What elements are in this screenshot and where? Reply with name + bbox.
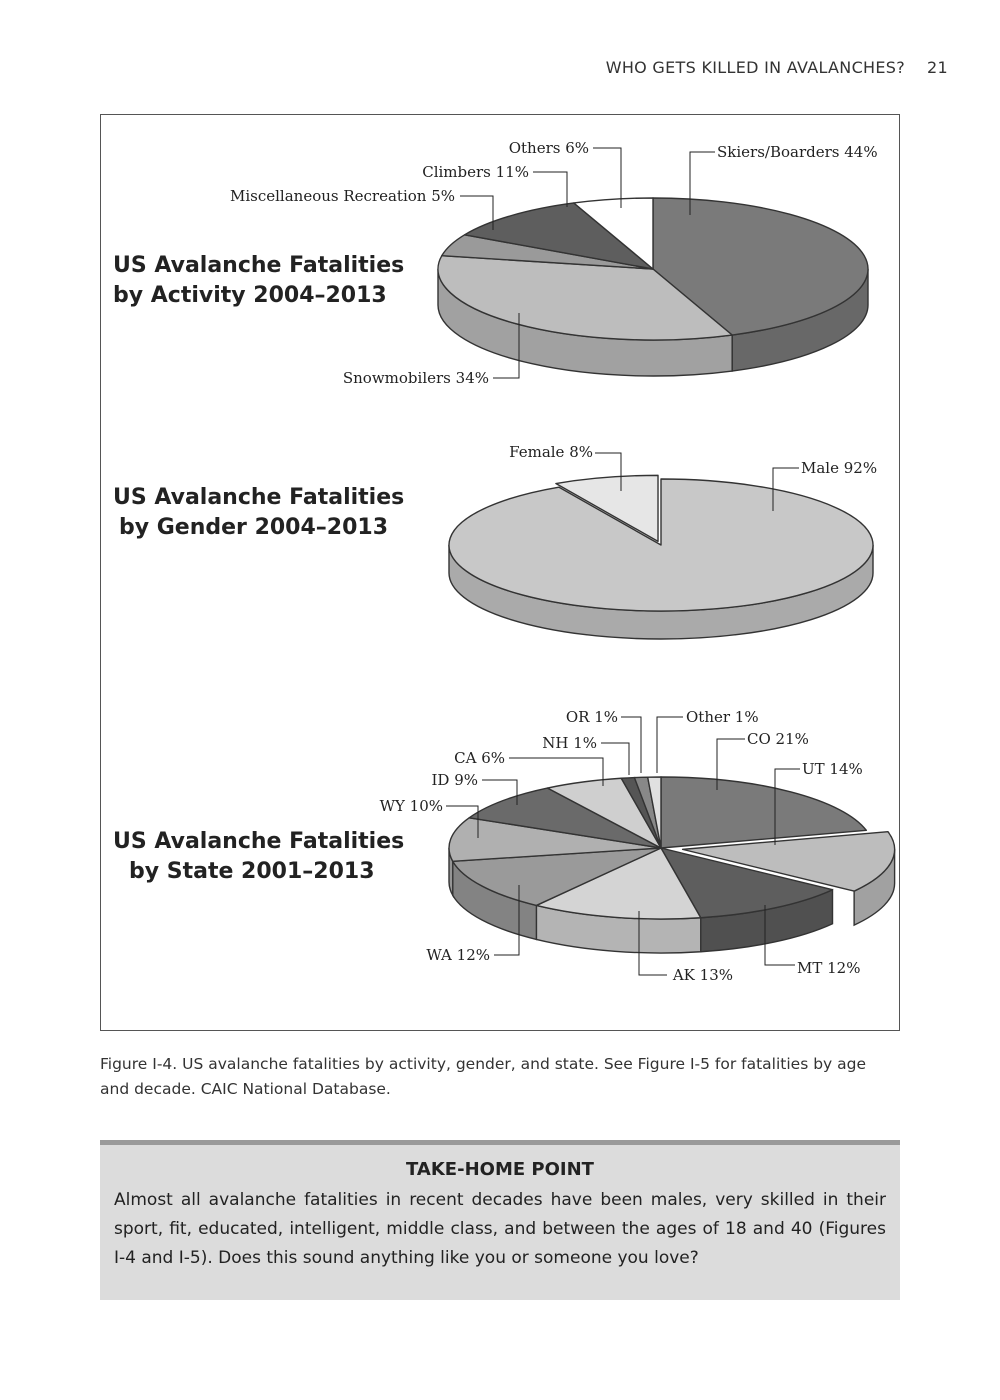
slice-label-0-2: Miscellaneous Recreation 5% bbox=[229, 187, 455, 205]
leader-line-2-9 bbox=[621, 717, 641, 773]
chart-title-state-line2: by State 2001–2013 bbox=[129, 859, 375, 884]
slice-label-0-3: Climbers 11% bbox=[422, 163, 529, 181]
chart-title-activity bbox=[113, 251, 404, 311]
leader-line-0-3 bbox=[533, 172, 567, 207]
running-head-title: WHO GETS KILLED IN AVALANCHES? bbox=[605, 58, 906, 77]
take-home-text: Almost all avalanche fatalities in recent decades have been males, very skilled in their sport, fit, educated, intelligent, middle class, and between the ages of 18 and 40 (Figures I-4 and I-5). Does this sound anything like you or someone you love? bbox=[114, 1190, 886, 1268]
take-home-box bbox=[100, 1140, 900, 1300]
slice-label-2-3: AK 13% bbox=[672, 966, 733, 984]
slice-label-2-4: WA 12% bbox=[426, 946, 490, 964]
take-home-title: TAKE-HOME POINT bbox=[406, 1159, 594, 1180]
slice-label-2-10: Other 1% bbox=[686, 708, 759, 726]
slice-label-0-4: Others 6% bbox=[508, 139, 589, 157]
pie-slice-1-0 bbox=[449, 479, 873, 611]
slice-label-0-1: Snowmobilers 34% bbox=[342, 369, 489, 387]
chart-title-gender-line1: US Avalanche Fatalities bbox=[113, 485, 405, 510]
slice-label-2-8: NH 1% bbox=[542, 734, 597, 752]
slice-label-0-0: Skiers/Boarders 44% bbox=[717, 143, 878, 161]
figure-box bbox=[100, 114, 900, 1031]
chart-title-gender bbox=[113, 483, 404, 543]
running-head bbox=[606, 58, 948, 77]
slice-label-2-2: MT 12% bbox=[797, 959, 861, 977]
slice-label-2-7: CA 6% bbox=[454, 749, 505, 767]
page-number: 21 bbox=[927, 58, 948, 77]
chart-title-state-line1: US Avalanche Fatalities bbox=[113, 829, 405, 854]
figure-caption: Figure I-4. US avalanche fatalities by activity, gender, and state. See Figure I-5 for fatalities by age and decade. CAIC National Database. bbox=[100, 1055, 867, 1098]
chart-title-state bbox=[113, 827, 404, 887]
slice-label-2-1: UT 14% bbox=[802, 760, 863, 778]
slice-label-2-5: WY 10% bbox=[379, 797, 443, 815]
slice-label-1-1: Female 8% bbox=[509, 443, 593, 461]
slice-label-2-9: OR 1% bbox=[565, 708, 618, 726]
slice-label-1-0: Male 92% bbox=[801, 459, 878, 477]
leader-line-2-10 bbox=[657, 717, 683, 773]
chart-title-gender-line2: by Gender 2004–2013 bbox=[119, 515, 389, 540]
slice-label-2-0: CO 21% bbox=[747, 730, 809, 748]
chart-title-activity-line2: by Activity 2004–2013 bbox=[113, 283, 387, 308]
chart-title-activity-line1: US Avalanche Fatalities bbox=[113, 253, 405, 278]
leader-line-2-8 bbox=[601, 743, 629, 775]
slice-label-2-6: ID 9% bbox=[431, 771, 478, 789]
